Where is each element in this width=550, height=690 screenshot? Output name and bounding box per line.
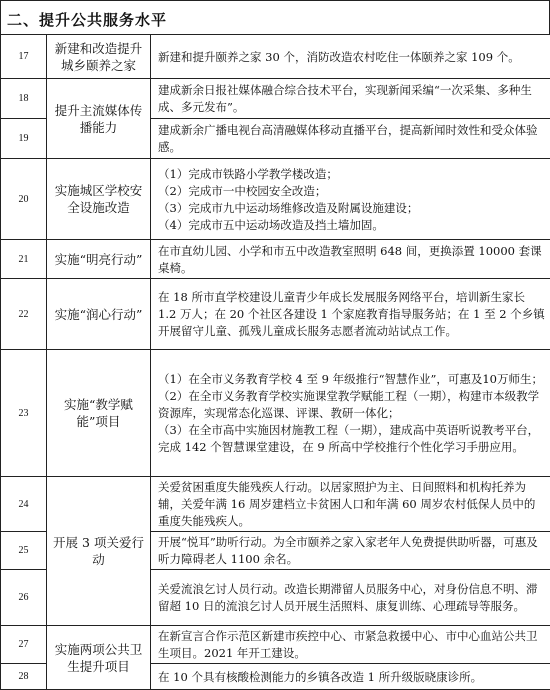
row-number: 28 bbox=[1, 664, 47, 690]
table-row bbox=[1, 350, 550, 477]
row-description: 开展“悦耳”助听行动。为全市颐养之家入家老年人免费提供助听器，可惠及听力障碍老人 1100 余名。 bbox=[151, 532, 550, 570]
list-item: （2）完成市一中校园安全改造； bbox=[158, 183, 327, 198]
row-description: 在 10 个具有核酸检测能力的乡镇各改造 1 所升级版晓康诊所。 bbox=[151, 664, 550, 690]
row-description: 建成新余日报社媒体融合综合技术平台，实现新闻采编“一次采集、多种生成、多元发布”。 bbox=[151, 79, 550, 119]
row-description: 关爱贫困重度失能残疾人行动。以居家照护为主、日间照料和机构托养为辅，关爱年满 16 周岁建档立卡贫困人口和年满 60 周岁农村低保人员中的重度失能残疾人。 bbox=[151, 477, 550, 532]
row-category: 实施“明亮行动” bbox=[47, 240, 151, 279]
table-row bbox=[1, 626, 550, 664]
row-category: 实施“教学赋能”项目 bbox=[47, 350, 151, 477]
row-category: 新建和改造提升城乡颐养之家 bbox=[47, 35, 151, 79]
row-description: 关爱流浪乞讨人员行动。改造长期滞留人员服务中心，对身份信息不明、滞留超 10 日的流浪乞讨人员开展生活照料、康复训练、心理疏导等服务。 bbox=[151, 570, 550, 626]
list-item: （2）在全市义务教育学校实施课堂教学赋能工程（一期），构建市本级教学资源库，实现常态化巡课、评课、教研一体化； bbox=[158, 389, 540, 420]
table-row bbox=[1, 79, 550, 119]
row-number: 21 bbox=[1, 240, 47, 279]
project-table bbox=[0, 34, 550, 690]
row-category: 实施“润心行动” bbox=[47, 279, 151, 350]
row-number: 19 bbox=[1, 119, 47, 159]
row-number: 27 bbox=[1, 626, 47, 664]
table-row bbox=[1, 279, 550, 350]
table-row bbox=[1, 477, 550, 532]
list-item: （3）在全市高中实施因材施教工程（一期），建成高中英语听说教考平台，完成 142 个智慧课堂建设，在 9 所高中学校推行个性化学习手册应用。 bbox=[158, 423, 540, 454]
section-title: 二、提升公共服务水平 bbox=[7, 11, 168, 29]
row-number: 20 bbox=[1, 159, 47, 240]
row-number: 24 bbox=[1, 477, 47, 532]
row-category: 提升主流媒体传播能力 bbox=[47, 79, 151, 159]
list-item: （1）完成市铁路小学教学楼改造； bbox=[158, 166, 338, 181]
row-number: 17 bbox=[1, 35, 47, 79]
row-description bbox=[151, 159, 550, 240]
row-category: 实施两项公共卫生提升项目 bbox=[47, 626, 151, 690]
row-category: 开展 3 项关爱行动 bbox=[47, 477, 151, 626]
list-item: （3）完成市九中运动场维修改造及附属设施建设； bbox=[158, 200, 419, 215]
row-description bbox=[151, 350, 550, 477]
table-row bbox=[1, 159, 550, 240]
list-item: （1）在全市义务教育学校 4 至 9 年级推行“智慧作业”，可惠及10万师生； bbox=[158, 372, 543, 386]
row-description: 在 18 所市直学校建设儿童青少年成长发展服务网络平台，培训新生家长 1.2 万人；在 20 个社区各建设 1 个家庭教育指导服务站；在 1 至 2 个乡镇开展留守儿童、孤残儿童成长服务志愿者流动站试点工作。 bbox=[151, 279, 550, 350]
row-number: 18 bbox=[1, 79, 47, 119]
row-number: 25 bbox=[1, 532, 47, 570]
row-description: 新建和提升颐养之家 30 个，消防改造农村吃住一体颐养之家 109 个。 bbox=[151, 35, 550, 79]
row-description: 在新宣言合作示范区新建市疾控中心、市紧急救援中心、市中心血站公共卫生项目。2021 年开工建设。 bbox=[151, 626, 550, 664]
row-description: 建成新余广播电视台高清融媒体移动直播平台，提高新闻时效性和受众体验感。 bbox=[151, 119, 550, 159]
row-description: 在市直幼儿园、小学和市五中改造教室照明 648 间，更换添置 10000 套课桌椅。 bbox=[151, 240, 550, 279]
row-category: 实施城区学校安全设施改造 bbox=[47, 159, 151, 240]
row-number: 22 bbox=[1, 279, 47, 350]
table-row bbox=[1, 240, 550, 279]
table-row bbox=[1, 35, 550, 79]
list-item: （4）完成市五中运动场改造及挡土墙加固。 bbox=[158, 217, 384, 232]
row-number: 26 bbox=[1, 570, 47, 626]
section-header bbox=[0, 0, 550, 34]
row-number: 23 bbox=[1, 350, 47, 477]
